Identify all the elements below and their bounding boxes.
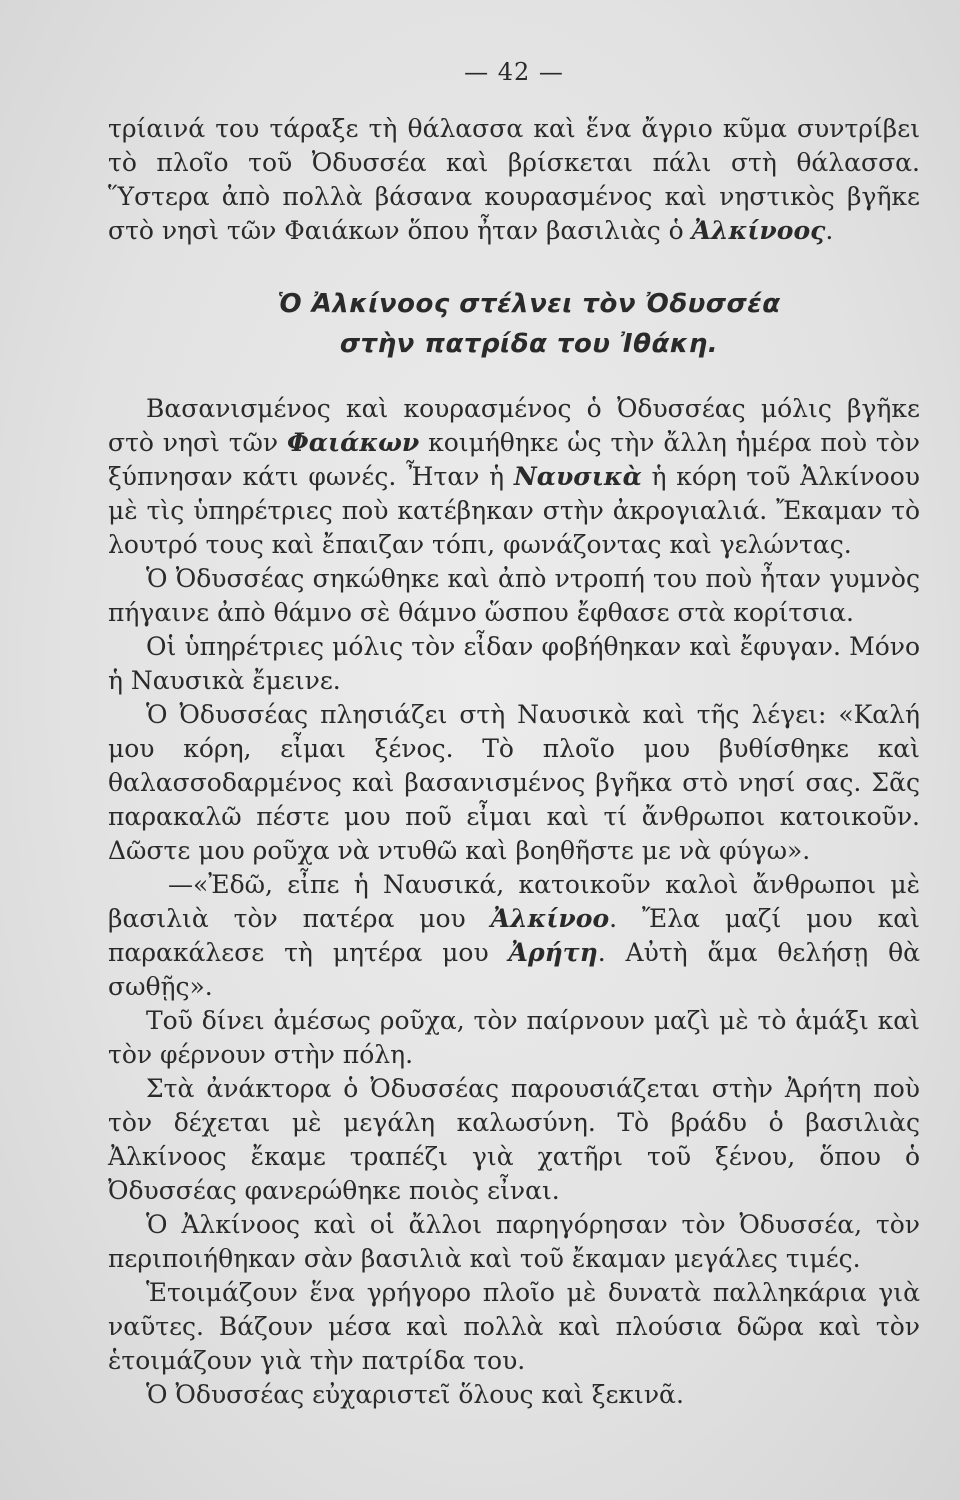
paragraph-5 [108, 868, 920, 1004]
intro-end: . [825, 216, 834, 245]
heading-line-2: στὴν πατρίδα του Ἰθάκη. [339, 329, 719, 359]
paragraph-1 [108, 392, 920, 562]
paragraph-6: Τοῦ δίνει ἀμέσως ροῦχα, τὸν παίρνουν μαζὶ μὲ τὸ ἁμάξι καὶ τὸν φέρνουν στὴν πόλη. [108, 1006, 920, 1069]
intro-paragraph [108, 112, 920, 248]
p1-part-a: Βασανισμένος καὶ κουρασμένος ὁ Ὀδυσσέας μόλις βγῆκε στὸ νησὶ τῶν [108, 394, 920, 457]
heading-line-1: Ὁ Ἀλκίνοος στέλνει τὸν Ὀδυσσέα [277, 289, 781, 319]
p1-part-b: κοιμήθηκε ὡς τὴν ἄλλη ἡμέρα ποὺ τὸν ξύπνησαν κάτι φωνές. Ἦταν ἡ [108, 428, 920, 491]
section-heading [138, 284, 920, 364]
paragraph-10: Ὁ Ὀδυσσέας εὐχαριστεῖ ὅλους καὶ ξεκινᾶ. [146, 1380, 684, 1409]
p5-name-alkinoo: Ἀλκίνοο [490, 904, 610, 933]
page-number: — 42 — [464, 58, 564, 86]
p5-part-c: . Αὐτὴ ἅμα θελήσῃ θὰ σωθῇς». [108, 938, 920, 1001]
p1-part-c: ἡ κόρη τοῦ Ἀλκίνοου μὲ τὶς ὑπηρέτριες ποὺ κατέβηκαν στὴν ἀκρογιαλιά. Ἔκαμαν τὸ λουτρό τους καὶ ἔπαιζαν τόπι, φωνάζοντας καὶ γελώντας. [108, 462, 920, 559]
paragraph-7: Στὰ ἀνάκτορα ὁ Ὀδυσσέας παρουσιάζεται στὴν Ἀρήτη ποὺ τὸν δέχεται μὲ μεγάλη καλωσύνη. Τὸ βράδυ ὁ βασιλιὰς Ἀλκίνοος ἔκαμε τραπέζι γιὰ χατῆρι τοῦ ξένου, ὅπου ὁ Ὀδυσσέας φανερώθηκε ποιὸς εἶναι. [108, 1074, 920, 1205]
intro-name-alkinoos: Ἀλκίνοος [691, 216, 826, 245]
p1-name-nausika: Ναυσικὰ [513, 462, 642, 491]
p1-name-phaiakon: Φαιάκων [286, 428, 420, 457]
paragraph-4: Ὁ Ὀδυσσέας πλησιάζει στὴ Ναυσικὰ καὶ τῆς λέγει: «Καλή μου κόρη, εἶμαι ξένος. Τὸ πλοῖο μου βυθίσθηκε καὶ θαλασσοδαρμένος καὶ βασανισμένος βγῆκα στὸ νησί σας. Σᾶς παρακαλῶ πέστε μου ποῦ εἶμαι καὶ τί ἄνθρωποι κατοικοῦν. Δῶστε μου ροῦχα νὰ ντυθῶ καὶ βοηθῆστε με νὰ φύγω». [108, 700, 920, 865]
p5-part-b: . Ἔλα μαζί μου καὶ παρακάλεσε τὴ μητέρα μου [108, 904, 920, 967]
paragraph-3: Οἱ ὑπηρέτριες μόλις τὸν εἶδαν φοβήθηκαν καὶ ἔφυγαν. Μόνο ἡ Ναυσικὰ ἔμεινε. [108, 632, 920, 695]
p5-part-a: —«Ἐδῶ, εἶπε ἡ Ναυσικά, κατοικοῦν καλοὶ ἄνθρωποι μὲ βασιλιὰ τὸν πατέρα μου [108, 870, 920, 933]
paragraph-8: Ὁ Ἀλκίνοος καὶ οἱ ἄλλοι παρηγόρησαν τὸν Ὀδυσσέα, τὸν περιποιήθηκαν σὰν βασιλιὰ καὶ τοῦ ἔκαμαν μεγάλες τιμές. [108, 1210, 920, 1273]
paragraph-9: Ἑτοιμάζουν ἕνα γρήγορο πλοῖο μὲ δυνατὰ παλληκάρια γιὰ ναῦτες. Βάζουν μέσα καὶ πολλὰ καὶ πλούσια δῶρα καὶ τὸν ἑτοιμάζουν γιὰ τὴν πατρίδα του. [108, 1278, 920, 1375]
paragraph-2: Ὁ Ὀδυσσέας σηκώθηκε καὶ ἀπὸ ντροπή του ποὺ ἦταν γυμνὸς πήγαινε ἀπὸ θάμνο σὲ θάμνο ὥσπου ἔφθασε στὰ κορίτσια. [108, 564, 920, 627]
p5-name-arete: Ἀρήτη [508, 938, 598, 967]
intro-text: τρίαινά του τάραξε τὴ θάλασσα καὶ ἕνα ἄγριο κῦμα συντρίβει τὸ πλοῖο τοῦ Ὀδυσσέα καὶ βρίσκεται πάλι στὴ θάλασσα. Ὕστερα ἀπὸ πολλὰ βάσανα κουρασμένος καὶ νηστικὸς βγῆκε στὸ νησὶ τῶν Φαιάκων ὅπου ἦταν βασιλιὰς ὁ [108, 114, 920, 245]
